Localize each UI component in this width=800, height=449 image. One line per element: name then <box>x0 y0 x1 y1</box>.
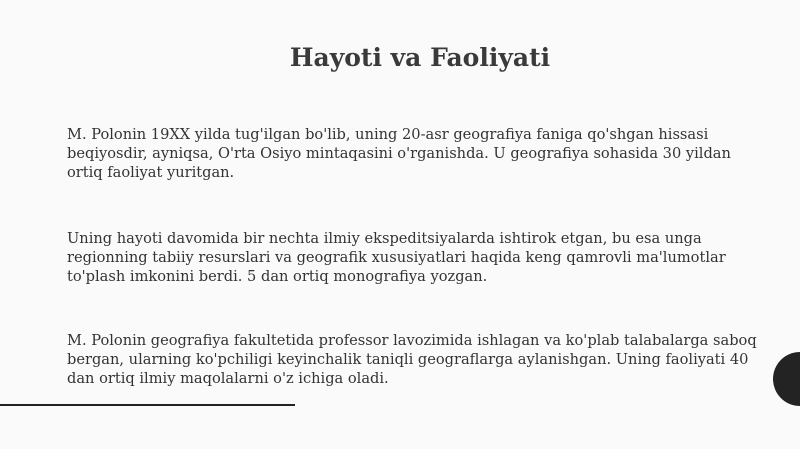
decorative-divider <box>0 404 295 406</box>
paragraph-3: M. Polonin geografiya fakultetida professor lavozimida ishlagan va ko'plab talabalarga saboq bergan, ularning ko'pchiligi keyinchalik taniqli geograflarga aylanishgan. Uning faoliyati 40 dan ortiq ilmiy maqolalarni o'z ichiga oladi. <box>67 332 757 387</box>
paragraph-2: Uning hayoti davomida bir nechta ilmiy ekspeditsiyalarda ishtirok etgan, bu esa unga regionning tabiiy resurslari va geografik xususiyatlari haqida keng qamrovli ma'lumotlar to'plash imkonini berdi. 5 dan ortiq monografiya yozgan. <box>67 230 726 285</box>
decorative-circle <box>773 352 800 406</box>
paragraph-1: M. Polonin 19XX yilda tug'ilgan bo'lib, uning 20-asr geografiya faniga qo'shgan hissasi beqiyosdir, ayniqsa, O'rta Osiyo mintaqasini o'rganishda. U geografiya sohasida 30 yildan ortiq faoliyat yuritgan. <box>67 126 731 181</box>
slide-title: Hayoti va Faoliyati <box>289 42 551 72</box>
